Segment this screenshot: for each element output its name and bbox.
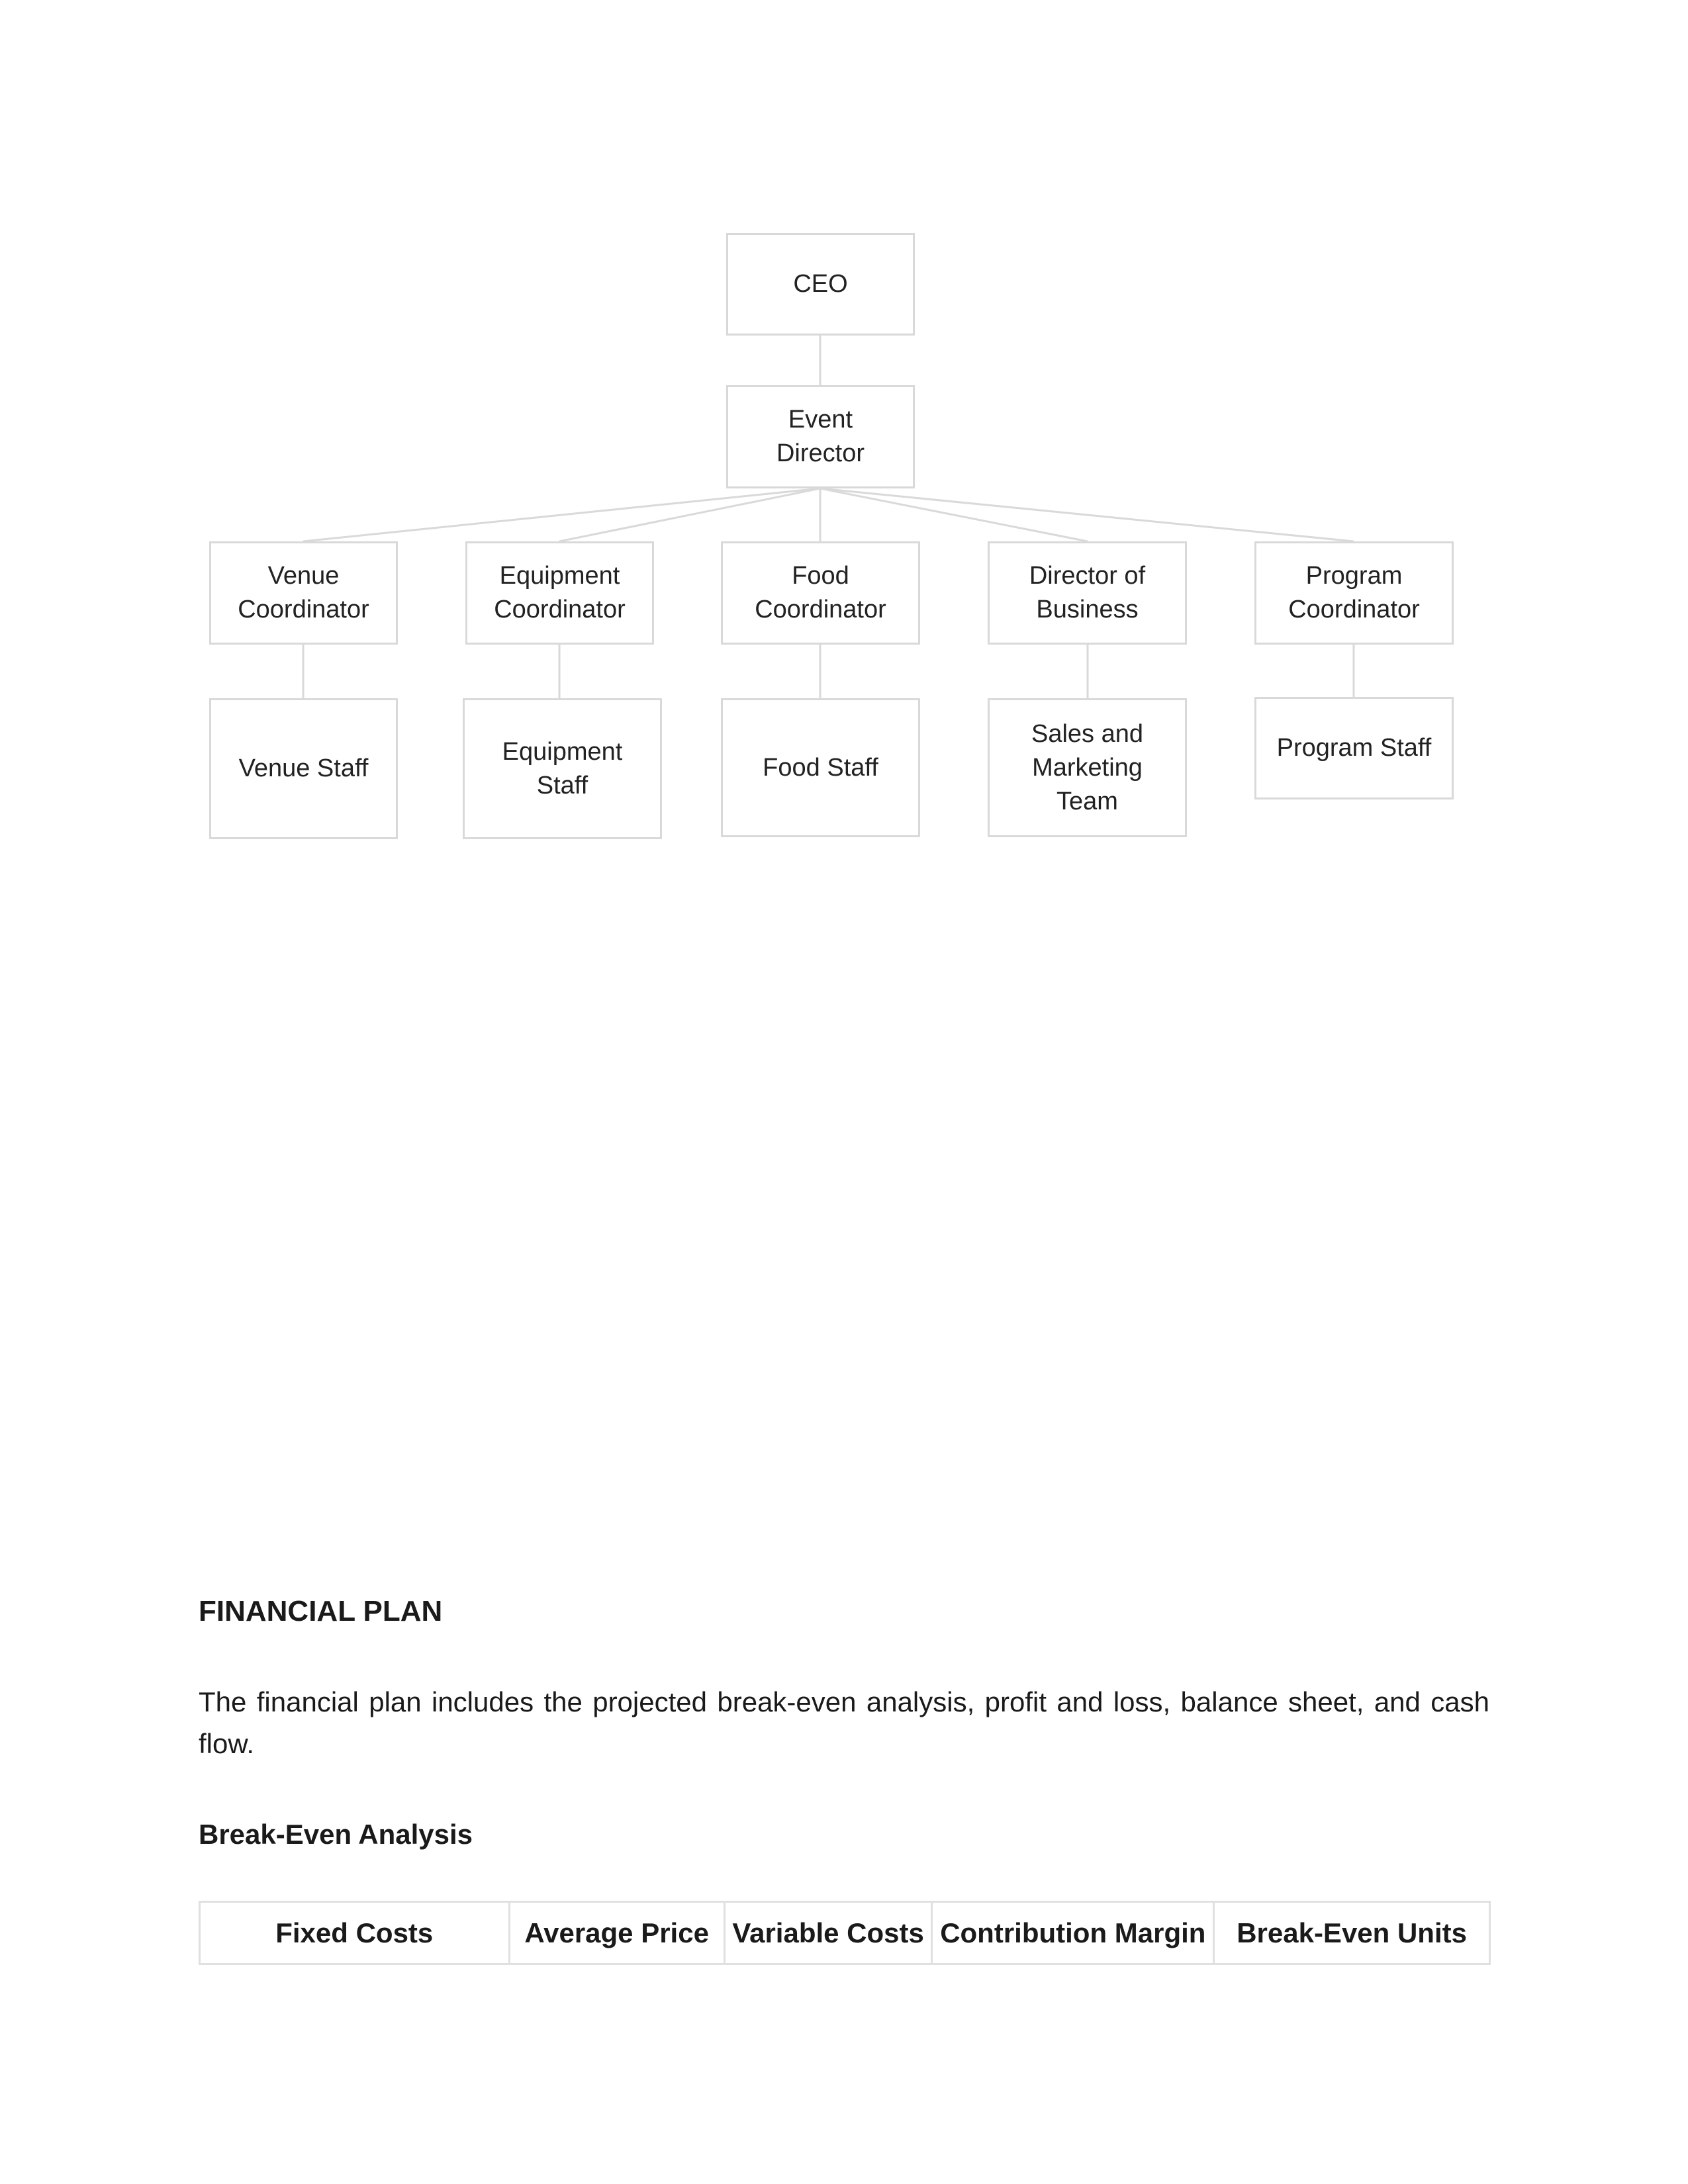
connector-director-business (820, 488, 1088, 541)
org-box-director-of-business: Director of Business (988, 541, 1187, 645)
break-even-heading: Break-Even Analysis (199, 1819, 473, 1850)
financial-plan-heading: FINANCIAL PLAN (199, 1595, 443, 1627)
org-box-venue-staff: Venue Staff (209, 698, 398, 839)
org-box-event-director: Event Director (726, 385, 915, 488)
org-chart (0, 0, 1688, 860)
org-box-program-coordinator: Program Coordinator (1254, 541, 1454, 645)
org-box-program-staff: Program Staff (1254, 697, 1454, 799)
column-header-contribution-margin: Contribution Margin (932, 1902, 1214, 1964)
org-box-venue-coordinator: Venue Coordinator (209, 541, 398, 645)
financial-plan-intro: The financial plan includes the projected break-even analysis, profit and loss, balance sheet, and cash flow. (199, 1686, 1489, 1759)
connector-director-equipment (559, 488, 820, 541)
column-header-average-price: Average Price (509, 1902, 724, 1964)
column-header-variable-costs: Variable Costs (724, 1902, 932, 1964)
org-box-equipment-coordinator: Equipment Coordinator (465, 541, 654, 645)
org-box-food-coordinator: Food Coordinator (721, 541, 920, 645)
org-box-ceo: CEO (726, 233, 915, 336)
connector-director-venue (303, 488, 820, 541)
connector-director-program (820, 488, 1354, 541)
org-box-sales-marketing-team: Sales and Marketing Team (988, 698, 1187, 837)
org-box-food-staff: Food Staff (721, 698, 920, 837)
column-header-fixed-costs: Fixed Costs (200, 1902, 510, 1964)
break-even-table (199, 1901, 1491, 1965)
break-even-header-row (200, 1902, 1490, 1964)
org-box-equipment-staff: Equipment Staff (463, 698, 662, 839)
column-header-break-even-units: Break-Even Units (1214, 1902, 1490, 1964)
